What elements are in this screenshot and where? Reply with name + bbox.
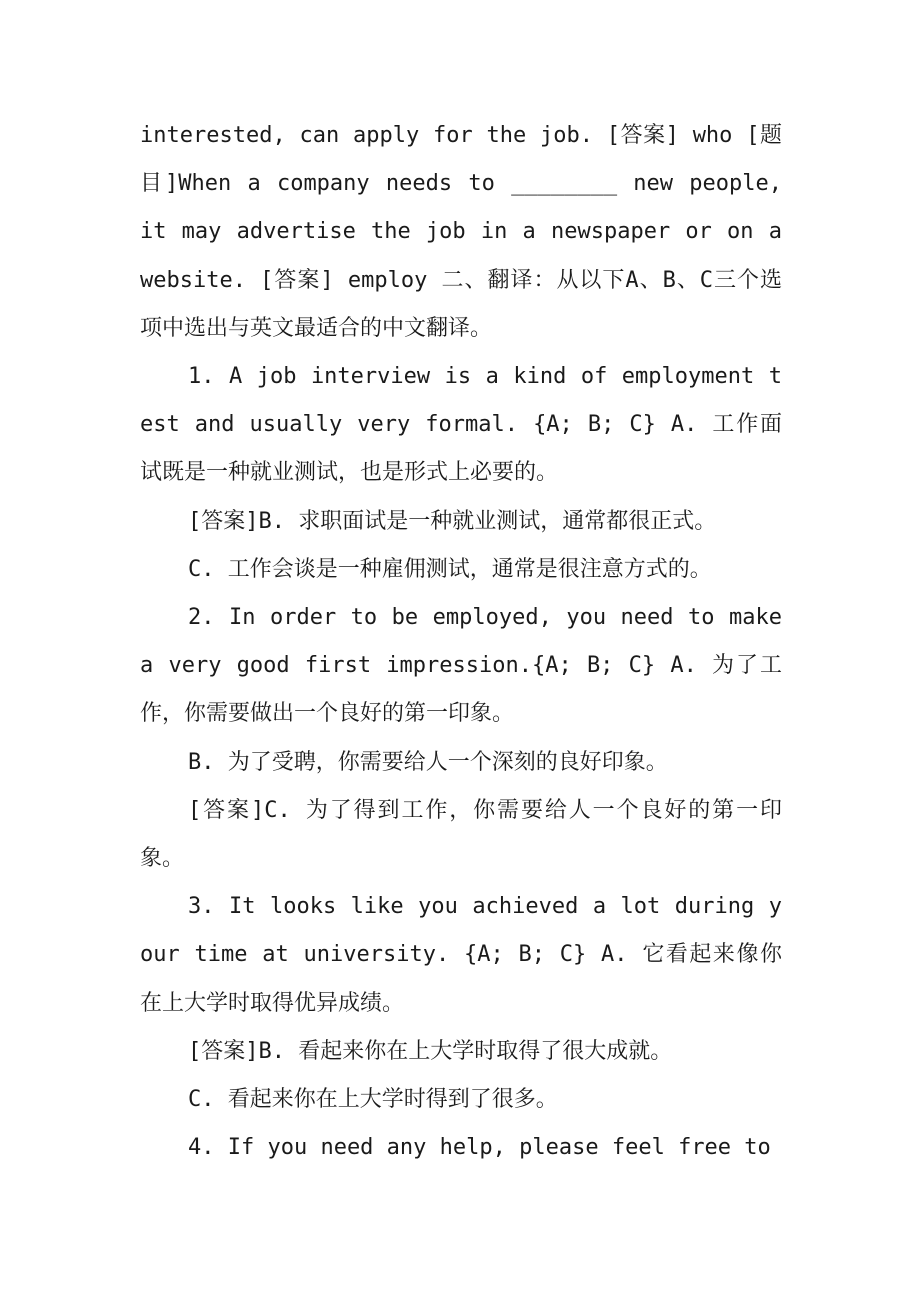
paragraph-q3-prompt: 3. It looks like you achieved a lot during your time at university. {A; B; C} A. 它看起来像你在上大学时取得优异成绩。	[140, 894, 782, 1016]
paragraph-q1-option-b: [答案]B. 求职面试是一种就业测试，通常都很正式。	[188, 508, 717, 534]
paragraph-question-continuation: interested, can apply for the job. [答案] who [题目]When a company needs to ________ new people, it may advertise the job in a newspaper or on a website. [答案] employ 二、翻译：从以下A、B、C三个选项中选出与英文最适合的中文翻译。	[140, 123, 782, 341]
paragraph-q1-option-c: C. 工作会谈是一种雇佣测试，通常是很注意方式的。	[188, 556, 712, 582]
paragraph-q2-option-c: [答案]C. 为了得到工作，你需要给人一个良好的第一印象。	[140, 797, 782, 872]
paragraph-q2-option-b: B. 为了受聘，你需要给人一个深刻的良好印象。	[188, 749, 668, 775]
paragraph-q3-option-c: C. 看起来你在上大学时得到了很多。	[188, 1087, 558, 1113]
paragraph-q4-prompt: 4. If you need any help, please feel free to	[188, 1135, 771, 1161]
document-body	[140, 112, 782, 1172]
paragraph-q1-prompt: 1. A job interview is a kind of employment test and usually very formal. {A; B; C} A. 工作面试既是一种就业测试，也是形式上必要的。	[140, 364, 782, 486]
paragraph-q2-prompt: 2. In order to be employed, you need to make a very good first impression.{A; B; C} A. 为了工作，你需要做出一个良好的第一印象。	[140, 605, 782, 727]
paragraph-q3-option-b: [答案]B. 看起来你在上大学时取得了很大成就。	[188, 1038, 673, 1064]
